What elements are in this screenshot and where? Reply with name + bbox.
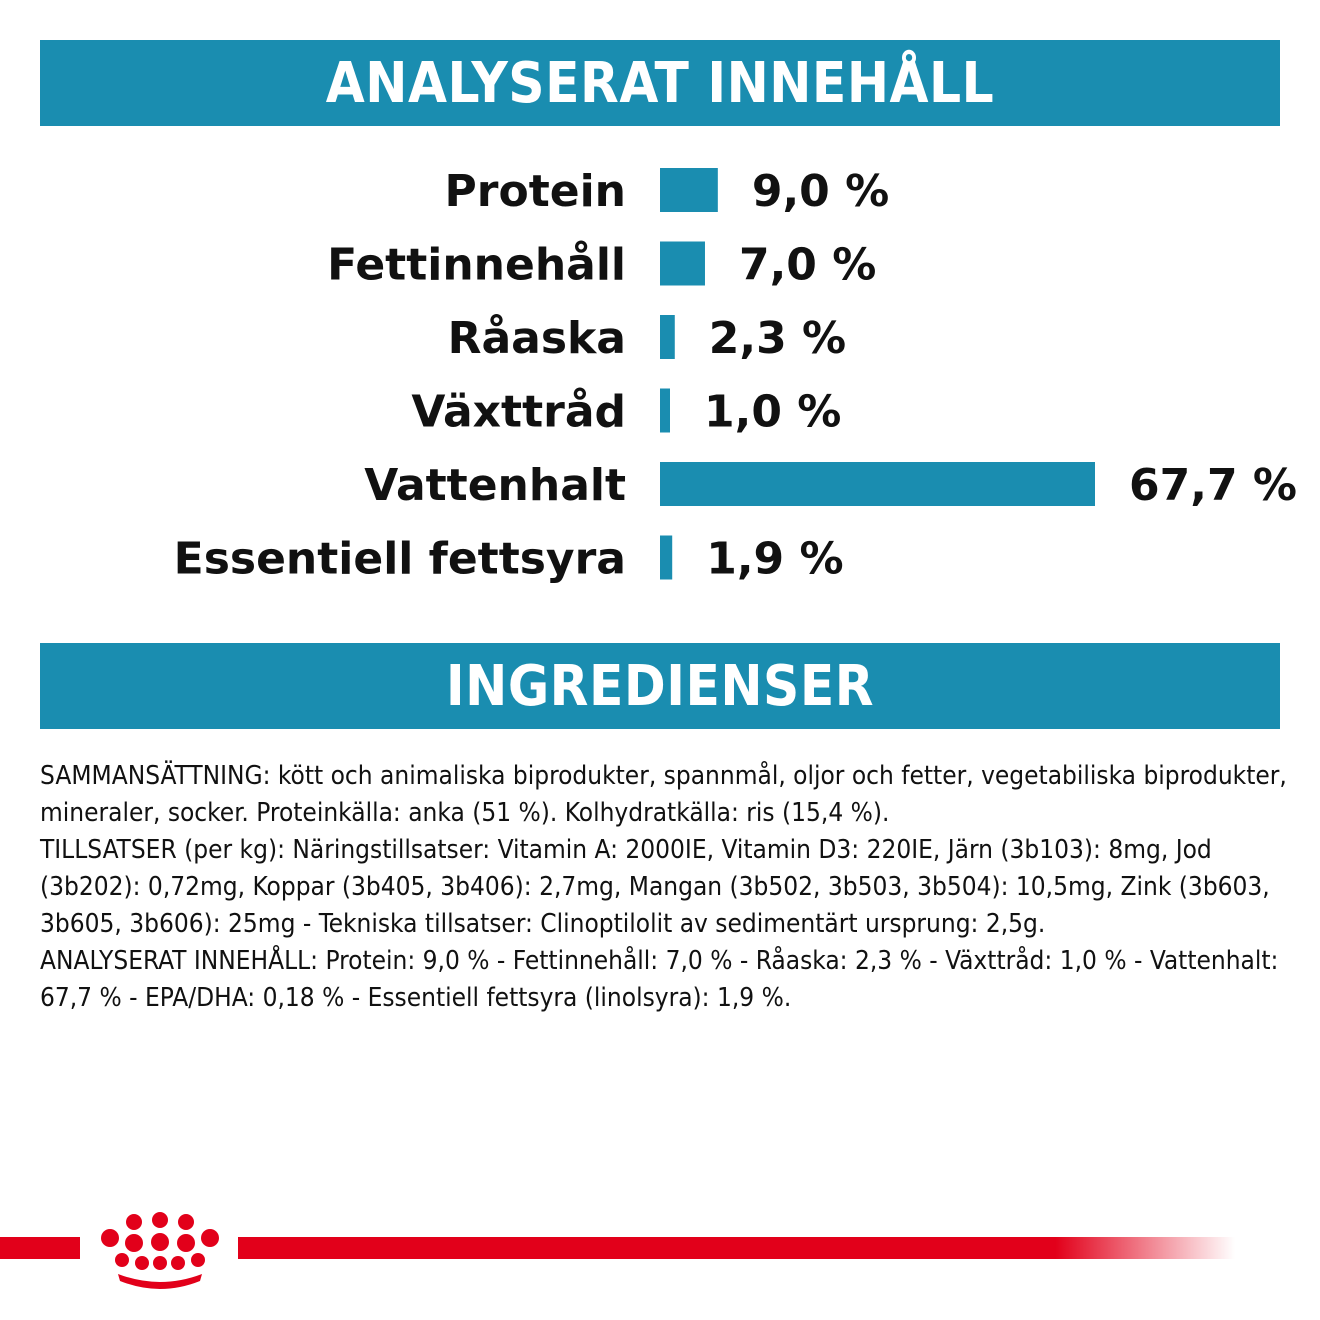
ingredients-title: INGREDIENSER bbox=[445, 653, 875, 719]
value-label: 1,9 % bbox=[706, 533, 844, 585]
value-label: 67,7 % bbox=[1129, 460, 1297, 511]
analysis-paragraph: ANALYSERAT INNEHÅLL: Protein: 9,0 % - Fettinnehåll: 7,0 % - Råaska: 2,3 % - Växttråd: 1,0 % - Vattenhalt: 67,7 % - EPA/DHA: 0,18 % - Essentiell fettsyra (linolsyra): 1,9 %. bbox=[40, 946, 1279, 1013]
nutrient-bar-chart bbox=[0, 150, 1320, 600]
value-label: 7,0 % bbox=[738, 239, 877, 291]
category-label: Essentiell fettsyra bbox=[173, 533, 626, 585]
additives-paragraph: TILLSATSER (per kg): Näringstillsatser: Vitamin A: 2000IE, Vitamin D3: 220IE, Järn (3b103): 8mg, Jod (3b202): 0,72mg, Koppar (3b405, 3b406): 2,7mg, Mangan (3b502, 3b503, 3b504): 10,5mg, Zink (3b603, 3b605, 3b606): 25mg - Tekniska tillsatser: Clinoptilolit av sedimentärt ursprung: 2,5g. bbox=[40, 835, 1270, 939]
value-label: 9,0 % bbox=[751, 166, 890, 217]
category-label: Råaska bbox=[447, 313, 626, 364]
analysis-title: ANALYSERAT INNEHÅLL bbox=[325, 50, 995, 116]
ingredients-text bbox=[40, 758, 1290, 1017]
right-red-stripe bbox=[238, 1237, 1235, 1259]
composition-paragraph: SAMMANSÄTTNING: kött och animaliska biprodukter, spannmål, oljor och fetter, vegetabiliska biprodukter, mineraler, socker. Proteinkälla: anka (51 %). Kolhydratkälla: ris (15,4 %). bbox=[40, 761, 1287, 828]
bar-1 bbox=[660, 242, 705, 286]
analysis-title-banner bbox=[40, 40, 1280, 126]
bar-0 bbox=[660, 168, 718, 212]
left-red-stripe bbox=[0, 1237, 80, 1259]
bar-5 bbox=[660, 536, 672, 580]
category-label: Växttråd bbox=[411, 386, 626, 438]
bar-4 bbox=[660, 462, 1095, 506]
category-label: Vattenhalt bbox=[364, 460, 626, 511]
category-label: Protein bbox=[444, 166, 626, 217]
category-label: Fettinnehåll bbox=[327, 239, 626, 291]
ingredients-title-banner bbox=[40, 643, 1280, 729]
footer-brand-stripe bbox=[0, 1200, 1320, 1300]
crown-icon bbox=[101, 1212, 219, 1289]
bar-2 bbox=[660, 315, 675, 359]
value-label: 2,3 % bbox=[708, 313, 847, 364]
bar-3 bbox=[660, 389, 670, 433]
value-label: 1,0 % bbox=[704, 386, 842, 438]
